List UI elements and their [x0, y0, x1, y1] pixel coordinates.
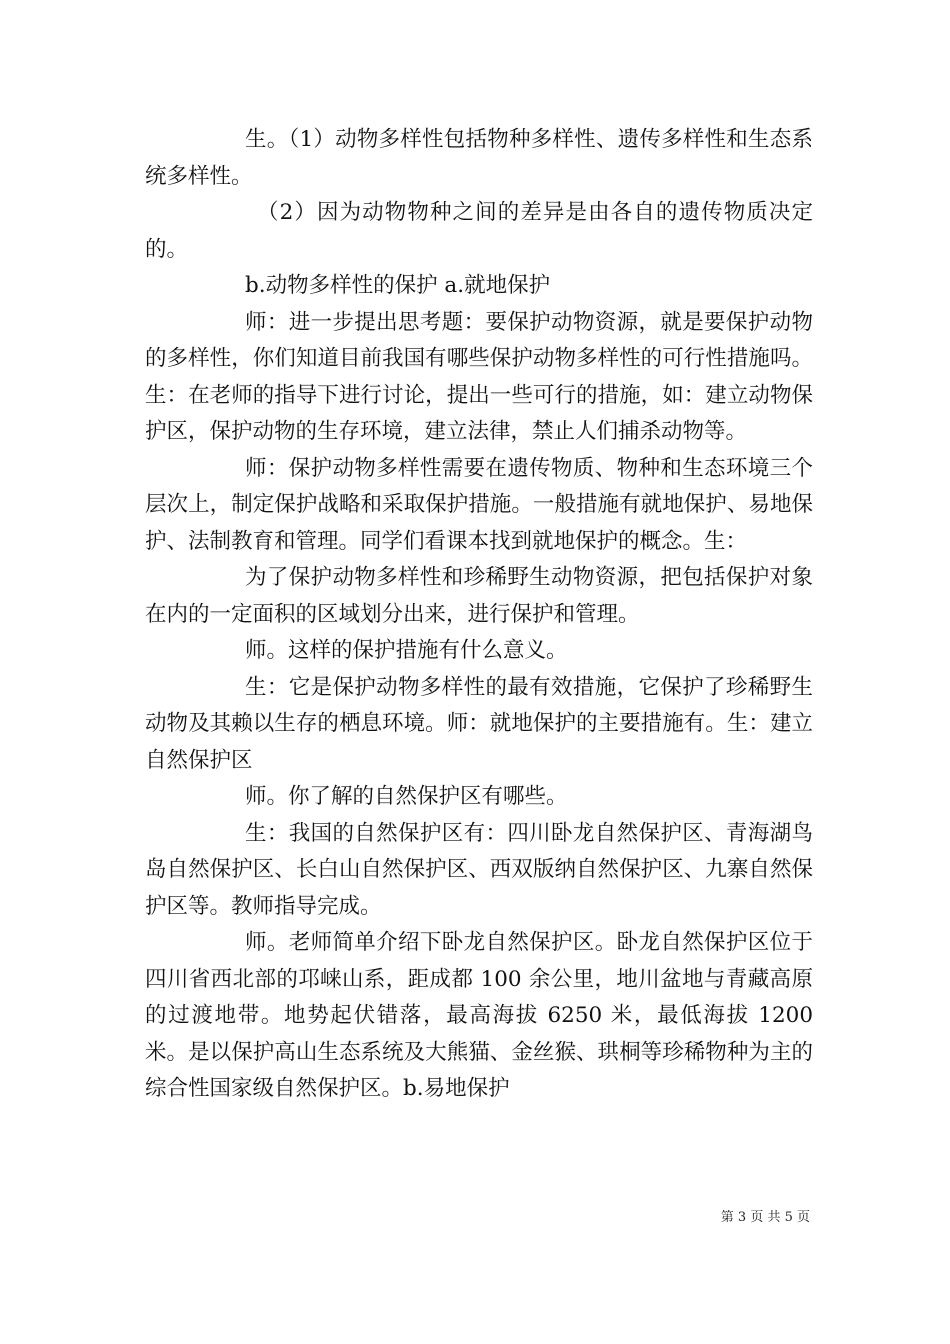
paragraph: 师：保护动物多样性需要在遗传物质、物种和生态环境三个层次上，制定保护战略和采取保护措施。一般措施有就地保护、易地保护、法制教育和管理。同学们看课本找到就地保护的概念。生：	[145, 455, 813, 554]
paragraph: 生：我国的自然保护区有：四川卧龙自然保护区、青海湖鸟岛自然保护区、长白山自然保护区、西双版纳自然保护区、九寨自然保护区等。教师指导完成。	[145, 820, 813, 919]
paragraph: 师。老师简单介绍下卧龙自然保护区。卧龙自然保护区位于四川省西北部的邛崃山系，距成都 100 余公里，地川盆地与青藏高原的过渡地带。地势起伏错落，最高海拔 6250 米，最低海拔 1200 米。是以保护高山生态系统及大熊猫、金丝猴、珙桐等珍稀物种为主的综合性国家级自然保护区。b.易地保护	[145, 930, 813, 1101]
paragraph: 师。你了解的自然保护区有哪些。	[245, 784, 568, 809]
paragraph: 为了保护动物多样性和珍稀野生动物资源，把包括保护对象在内的一定面积的区域划分出来，进行保护和管理。	[145, 565, 813, 627]
paragraph: 生：它是保护动物多样性的最有效措施，它保护了珍稀野生动物及其赖以生存的栖息环境。师：就地保护的主要措施有。生：建立自然保护区	[145, 674, 813, 773]
document-body	[145, 122, 813, 1108]
paragraph: 师。这样的保护措施有什么意义。	[245, 638, 568, 663]
page-number-footer: 第 3 页 共 5 页	[720, 1210, 810, 1225]
paragraph: （2）因为动物物种之间的差异是由各自的遗传物质决定的。	[145, 200, 813, 262]
paragraph: 师：进一步提出思考题：要保护动物资源，就是要保护动物的多样性，你们知道目前我国有哪些保护动物多样性的可行性措施吗。生：在老师的指导下进行讨论，提出一些可行的措施，如：建立动物保护区，保护动物的生存环境，建立法律，禁止人们捕杀动物等。	[145, 309, 813, 444]
paragraph: b.动物多样性的保护 a.就地保护	[245, 273, 551, 298]
paragraph: 生。（1）动物多样性包括物种多样性、遗传多样性和生态系统多样性。	[145, 127, 813, 189]
